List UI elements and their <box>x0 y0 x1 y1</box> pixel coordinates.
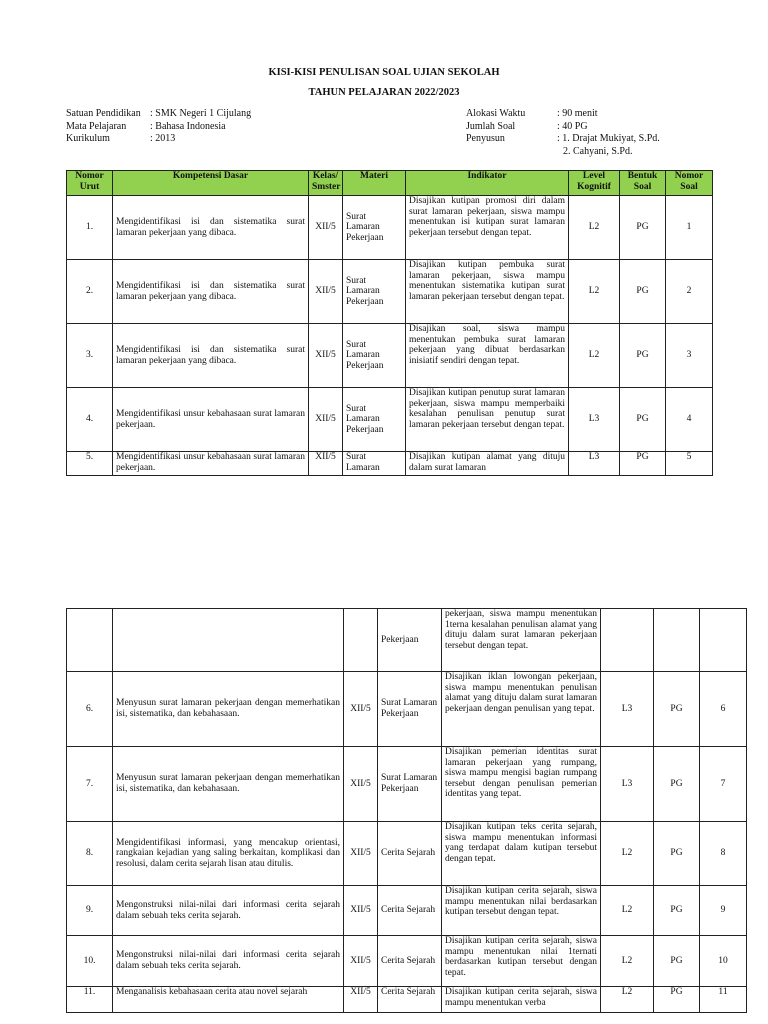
cell-no: 1. <box>67 196 113 260</box>
cell-nomor: 10 <box>700 936 747 987</box>
table-row <box>67 196 713 260</box>
meta-value: 2. Cahyani, S.Pd. <box>563 145 633 157</box>
cell-no: 5. <box>67 452 113 476</box>
cell-materi: Cerita Sejarah <box>378 886 442 936</box>
cell-kelas: XII/5 <box>309 260 343 324</box>
cell-materi: Surat Lamaran <box>343 452 406 476</box>
cell-materi: Surat Lamaran Pekerjaan <box>378 747 442 822</box>
cell-no: 4. <box>67 388 113 452</box>
meta-label: Kurikulum <box>66 133 110 144</box>
cell-nomor: 9 <box>700 886 747 936</box>
cell-kd: Mengidentifikasi isi dan sistematika surat lamaran pekerjaan yang dibaca. <box>113 196 309 260</box>
cell-nomor: 4 <box>666 388 713 452</box>
cell-level <box>601 609 654 672</box>
cell-kd: Mengonstruksi nilai-nilai dari informasi cerita sejarah dalam sebuah teks cerita sejarah. <box>113 886 344 936</box>
meta-value: : 2013 <box>150 133 176 144</box>
cell-bentuk: PG <box>654 747 700 822</box>
cell-level: L2 <box>569 196 620 260</box>
table-row <box>67 747 747 822</box>
meta-value: : 90 menit <box>557 108 598 119</box>
cell-bentuk: PG <box>654 987 700 1013</box>
cell-indikator: Disajikan iklan lowongan pekerjaan, siswa mampu menentukan penulisan alamat yang dituju dalam surat lamaran pekerjaan dengan penulisan yang tepat. <box>442 672 601 747</box>
cell-materi: Cerita Sejarah <box>378 936 442 987</box>
cell-nomor <box>700 609 747 672</box>
table-row <box>67 672 747 747</box>
header-bentuk-soal: Bentuk Soal <box>620 171 666 196</box>
header-kelas-semester: Kelas/ Smster <box>309 171 343 196</box>
cell-bentuk: PG <box>654 822 700 886</box>
table-row <box>67 260 713 324</box>
table-row <box>67 609 747 672</box>
table-row <box>67 822 747 886</box>
cell-materi: Cerita Sejarah <box>378 987 442 1013</box>
table-row <box>67 324 713 388</box>
cell-indikator: Disajikan pemerian identitas surat lamaran pekerjaan yang rumpang, siswa mampu mengisi bagian rumpang tersebut dengan penulisan pemerian identitas yang tepat. <box>442 747 601 822</box>
cell-nomor: 2 <box>666 260 713 324</box>
meta-label <box>466 146 563 159</box>
header-indikator: Indikator <box>406 171 569 196</box>
meta-row <box>466 108 660 121</box>
cell-kelas: XII/5 <box>309 196 343 260</box>
meta-label: Satuan Pendidikan <box>66 108 141 119</box>
cell-nomor: 3 <box>666 324 713 388</box>
cell-indikator: Disajikan kutipan cerita sejarah, siswa mampu menentukan nilai berdasarkan kutipan tersebut dengan tepat. <box>442 886 601 936</box>
cell-materi: Surat Lamaran Pekerjaan <box>378 672 442 747</box>
cell-kd: Mengidentifikasi isi dan sistematika surat lamaran pekerjaan yang dibaca. <box>113 324 309 388</box>
cell-level: L3 <box>569 388 620 452</box>
cell-level: L3 <box>601 672 654 747</box>
cell-materi: Surat Lamaran Pekerjaan <box>343 260 406 324</box>
cell-indikator: Disajikan kutipan promosi diri dalam surat lamaran pekerjaan, siswa mampu menentukan isi kutipan surat lamaran pekerjaan tersebut dengan tepat. <box>406 196 569 260</box>
meta-label: Penyusun <box>466 133 505 144</box>
cell-kd: Mengidentifikasi isi dan sistematika surat lamaran pekerjaan yang dibaca. <box>113 260 309 324</box>
cell-bentuk: PG <box>620 260 666 324</box>
cell-indikator: Disajikan kutipan cerita sejarah, siswa mampu menentukan verba <box>442 987 601 1013</box>
cell-bentuk: PG <box>620 452 666 476</box>
cell-level: L3 <box>569 452 620 476</box>
cell-indikator: Disajikan kutipan penutup surat lamaran pekerjaan, siswa mampu memperbaiki kesalahan penulisan penutup surat lamaran pekerjaan tersebut dengan tepat. <box>406 388 569 452</box>
meta-row <box>66 121 251 134</box>
cell-kelas: XII/5 <box>309 452 343 476</box>
meta-label: Alokasi Waktu <box>466 108 526 119</box>
cell-nomor: 8 <box>700 822 747 886</box>
meta-row <box>466 133 660 146</box>
cell-bentuk <box>654 609 700 672</box>
header-level-kognitif: Level Kognitif <box>569 171 620 196</box>
meta-row <box>466 146 660 159</box>
cell-kelas: XII/5 <box>344 822 378 886</box>
cell-kd: Menyusun surat lamaran pekerjaan dengan memerhatikan isi, sistematika, dan kebahasaan. <box>113 672 344 747</box>
cell-kd: Menyusun surat lamaran pekerjaan dengan memerhatikan isi, sistematika, dan kebahasaan. <box>113 747 344 822</box>
document-title: KISI-KISI PENULISAN SOAL UJIAN SEKOLAH <box>268 67 500 78</box>
cell-no: 9. <box>67 886 113 936</box>
cell-level: L2 <box>601 936 654 987</box>
cell-bentuk: PG <box>620 196 666 260</box>
cell-level: L2 <box>601 822 654 886</box>
kisi-kisi-table-part-2 <box>66 608 747 1013</box>
meta-value: : Bahasa Indonesia <box>150 120 226 132</box>
cell-level: L2 <box>569 260 620 324</box>
cell-no: 8. <box>67 822 113 886</box>
cell-kd: Mengidentifikasi unsur kebahasaan surat lamaran pekerjaan. <box>113 388 309 452</box>
cell-materi: Surat Lamaran Pekerjaan <box>343 388 406 452</box>
cell-level: L3 <box>601 747 654 822</box>
meta-value: : SMK Negeri 1 Cijulang <box>150 108 252 119</box>
cell-kelas: XII/5 <box>344 936 378 987</box>
cell-indikator: Disajikan soal, siswa mampu menentukan pembuka surat lamaran pekerjaan yang dibuat berdasarkan inisiatif sendiri dengan tepat. <box>406 324 569 388</box>
cell-materi: Surat Lamaran Pekerjaan <box>343 196 406 260</box>
table-header-row <box>67 171 713 196</box>
cell-level: L2 <box>601 987 654 1013</box>
cell-no: 2. <box>67 260 113 324</box>
cell-indikator: Disajikan kutipan alamat yang dituju dalam surat lamaran <box>406 452 569 476</box>
cell-no: 11. <box>67 987 113 1013</box>
cell-kd: Menganalisis kebahasaan cerita atau novel sejarah <box>113 987 344 1013</box>
meta-label: Jumlah Soal <box>466 120 516 132</box>
cell-kelas <box>344 609 378 672</box>
cell-no <box>67 609 113 672</box>
cell-kelas: XII/5 <box>344 747 378 822</box>
cell-kd <box>113 609 344 672</box>
cell-no: 6. <box>67 672 113 747</box>
cell-level: L2 <box>569 324 620 388</box>
cell-nomor: 5 <box>666 452 713 476</box>
cell-nomor: 6 <box>700 672 747 747</box>
cell-materi: Surat Lamaran Pekerjaan <box>343 324 406 388</box>
meta-label: Mata Pelajaran <box>66 120 127 132</box>
table-row <box>67 936 747 987</box>
table-row <box>67 987 747 1013</box>
cell-materi: Pekerjaan <box>378 609 442 672</box>
cell-nomor: 11 <box>700 987 747 1013</box>
meta-value: : 40 PG <box>557 120 588 132</box>
cell-kelas: XII/5 <box>309 324 343 388</box>
header-kompetensi-dasar: Kompetensi Dasar <box>113 171 309 196</box>
meta-row <box>66 108 251 121</box>
header-materi: Materi <box>343 171 406 196</box>
cell-kelas: XII/5 <box>309 388 343 452</box>
cell-indikator: Disajikan kutipan teks cerita sejarah, siswa mampu menentukan informasi yang terdapat dalam kutipan tersebut dengan tepat. <box>442 822 601 886</box>
kisi-kisi-table-part-1 <box>66 170 713 476</box>
cell-bentuk: PG <box>654 672 700 747</box>
meta-left <box>66 108 251 146</box>
document-subtitle: TAHUN PELAJARAN 2022/2023 <box>308 87 460 98</box>
table-row <box>67 388 713 452</box>
meta-value: : 1. Drajat Mukiyat, S.Pd. <box>557 133 660 144</box>
header-nomor-urut: Nomor Urut <box>67 171 113 196</box>
cell-bentuk: PG <box>620 388 666 452</box>
header-nomor-soal: Nomor Soal <box>666 171 713 196</box>
cell-bentuk: PG <box>620 324 666 388</box>
cell-nomor: 7 <box>700 747 747 822</box>
cell-kd: Mengidentifikasi informasi, yang mencakup orientasi, rangkaian kejadian yang saling berkaitan, komplikasi dan resolusi, dalam cerita sejarah lisan atau ditulis. <box>113 822 344 886</box>
meta-row <box>66 133 251 146</box>
meta-right <box>466 108 660 158</box>
cell-no: 3. <box>67 324 113 388</box>
cell-no: 10. <box>67 936 113 987</box>
cell-kd: Mengonstruksi nilai-nilai dari informasi cerita sejarah dalam sebuah teks cerita sejarah. <box>113 936 344 987</box>
table-row <box>67 886 747 936</box>
cell-level: L2 <box>601 886 654 936</box>
cell-bentuk: PG <box>654 936 700 987</box>
cell-kelas: XII/5 <box>344 987 378 1013</box>
cell-indikator: pekerjaan, siswa mampu menentukan 1terna kesalahan penulisan alamat yang dituju dalam surat lamaran pekerjaan tersebut dengan tepat. <box>442 609 601 672</box>
cell-no: 7. <box>67 747 113 822</box>
cell-nomor: 1 <box>666 196 713 260</box>
cell-indikator: Disajikan kutipan pembuka surat lamaran pekerjaan, siswa mampu menentukan sistematika kutipan surat lamaran pekerjaan tersebut dengan tepat. <box>406 260 569 324</box>
table-row <box>67 452 713 476</box>
cell-kelas: XII/5 <box>344 672 378 747</box>
meta-row <box>466 121 660 134</box>
cell-indikator: Disajikan kutipan cerita sejarah, siswa mampu menentukan nilai 1ternati berdasarkan kutipan tersebut dengan tepat. <box>442 936 601 987</box>
cell-materi: Cerita Sejarah <box>378 822 442 886</box>
cell-bentuk: PG <box>654 886 700 936</box>
cell-kd: Mengidentifikasi unsur kebahasaan surat lamaran pekerjaan. <box>113 452 309 476</box>
cell-kelas: XII/5 <box>344 886 378 936</box>
